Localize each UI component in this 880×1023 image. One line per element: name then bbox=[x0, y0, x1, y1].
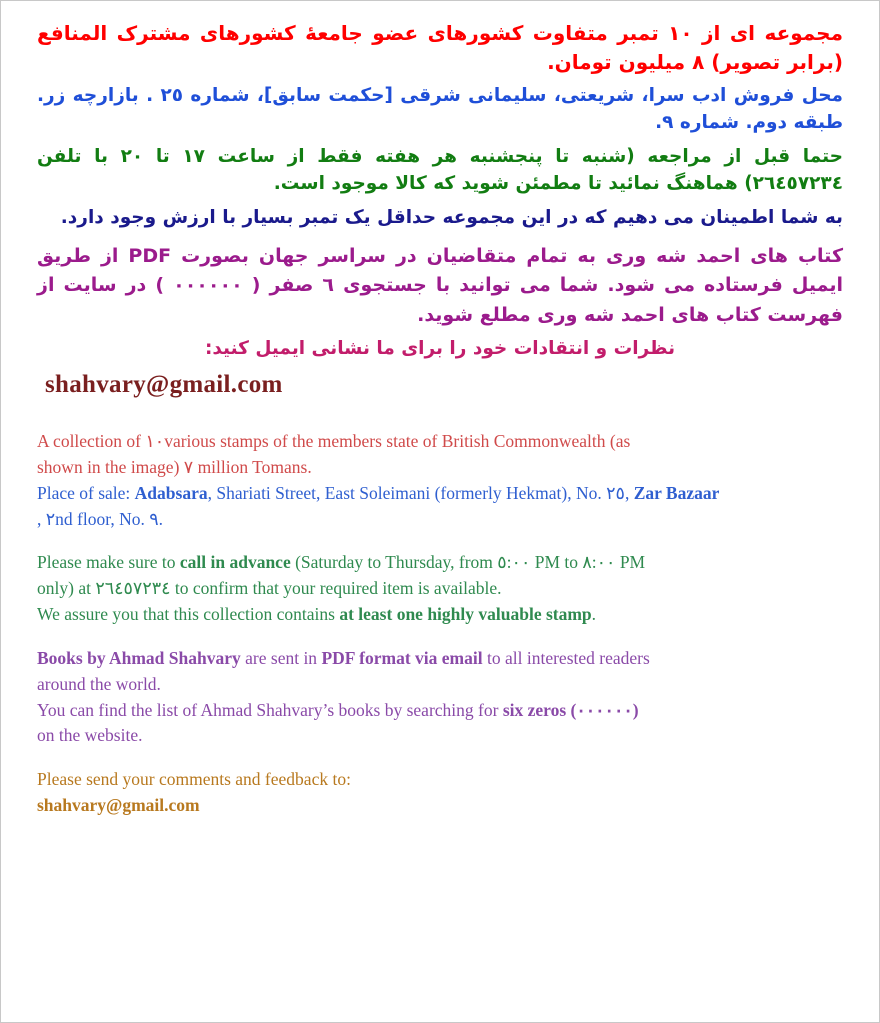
english-call-post1: (Saturday to Thursday, from ٥:٠٠ PM to ٨:٠٠ PM bbox=[290, 552, 646, 573]
english-place-rest: , Shariati Street, East Soleimani (formerly Hekmat), No. ٢٥, bbox=[207, 482, 630, 503]
english-books-bold2: PDF format via email bbox=[321, 647, 483, 668]
english-place-rest2: , ٢nd floor, No. ٩. bbox=[37, 508, 164, 529]
persian-email-address[interactable]: shahvary@gmail.com bbox=[45, 371, 283, 398]
spacer-2 bbox=[37, 628, 843, 646]
english-books-line1 bbox=[37, 646, 843, 671]
english-assure-post: . bbox=[591, 604, 597, 625]
english-collection-line1: A collection of ١٠various stamps of the members state of British Commonwealth (as bbox=[37, 431, 631, 451]
english-books-bold: Books by Ahmad Shahvary bbox=[37, 647, 241, 668]
english-search-line1 bbox=[37, 698, 843, 723]
persian-assurance: به شما اطمینان می دهیم که در این مجموعه حداقل یک تمبر بسیار با ارزش وجود دارد. bbox=[60, 207, 843, 229]
english-email-address[interactable]: shahvary@gmail.com bbox=[37, 795, 200, 816]
english-books-line2: around the world. bbox=[37, 673, 161, 694]
english-place-of-sale-line2 bbox=[37, 507, 843, 532]
persian-books-note: کتاب های احمد شه وری به تمام متقاضیان در سراسر جهان بصورت PDF از طریق ایمیل فرستاده می شود. شما می توانید با جستجوی ٦ صفر ( ٠٠٠٠٠٠ ) در سایت از فهرست کتاب های احمد شه وری مطلع شوید. bbox=[37, 244, 843, 326]
persian-call-in-advance: حتما قبل از مراجعه (شنبه تا پنجشنبه هر هفته فقط از ساعت ١٧ تا ٢٠ با تلفن ٢٦٤٥٧٢٣٤) هماهنگ نمائید تا مطمئن شوید که کالا موجود است. bbox=[37, 145, 843, 195]
english-call-pre: Please make sure to bbox=[37, 552, 180, 573]
english-assure-pre: We assure you that this collection contains bbox=[37, 604, 340, 625]
english-search-pre: You can find the list of Ahmad Shahvary’s books by searching for bbox=[37, 699, 503, 720]
english-assure-bold: at least one highly valuable stamp bbox=[339, 604, 592, 625]
english-place-of-sale-line1 bbox=[37, 481, 843, 506]
english-call-bold: call in advance bbox=[179, 552, 291, 573]
persian-section bbox=[37, 19, 843, 363]
english-place-name: Adabsara bbox=[134, 482, 208, 503]
english-collection-line2: shown in the image) ٧ million Tomans. bbox=[37, 456, 312, 477]
english-call-line2: only) at ٢٦٤٥٧٢٣٤ to confirm that your required item is available. bbox=[37, 578, 502, 599]
english-books-mid: are sent in bbox=[240, 647, 322, 668]
english-place-label: Place of sale: bbox=[37, 482, 131, 503]
english-search-bold: six zeros (٠٠٠٠٠٠) bbox=[502, 699, 639, 720]
english-section bbox=[37, 429, 843, 818]
english-search-line2: on the website. bbox=[37, 725, 143, 746]
spacer-3 bbox=[37, 749, 843, 767]
persian-feedback-prompt bbox=[37, 336, 843, 363]
spacer-1 bbox=[37, 532, 843, 550]
persian-feedback-text: نظرات و انتقادات خود را برای ما نشانی ایمیل کنید: bbox=[204, 338, 676, 360]
persian-place-of-sale: محل فروش ادب سرا، شریعتی، سلیمانی شرقی [حکمت سابق]، شماره ٢٥ . بازارچه زر. طبقه دوم. شماره ٩. bbox=[37, 85, 844, 133]
english-books-post: to all interested readers bbox=[482, 647, 650, 668]
persian-title: مجموعه ای از ١٠ تمبر متفاوت کشورهای عضو جامعهٔ کشورهای مشترک المنافع (برابر تصویر) ٨ میلیون تومان. bbox=[37, 21, 843, 74]
english-feedback-prompt: Please send your comments and feedback to: bbox=[37, 769, 351, 790]
english-assure-line bbox=[37, 602, 843, 627]
english-place-bazaar: Zar Bazaar bbox=[633, 482, 720, 503]
english-call-line1 bbox=[37, 550, 843, 575]
